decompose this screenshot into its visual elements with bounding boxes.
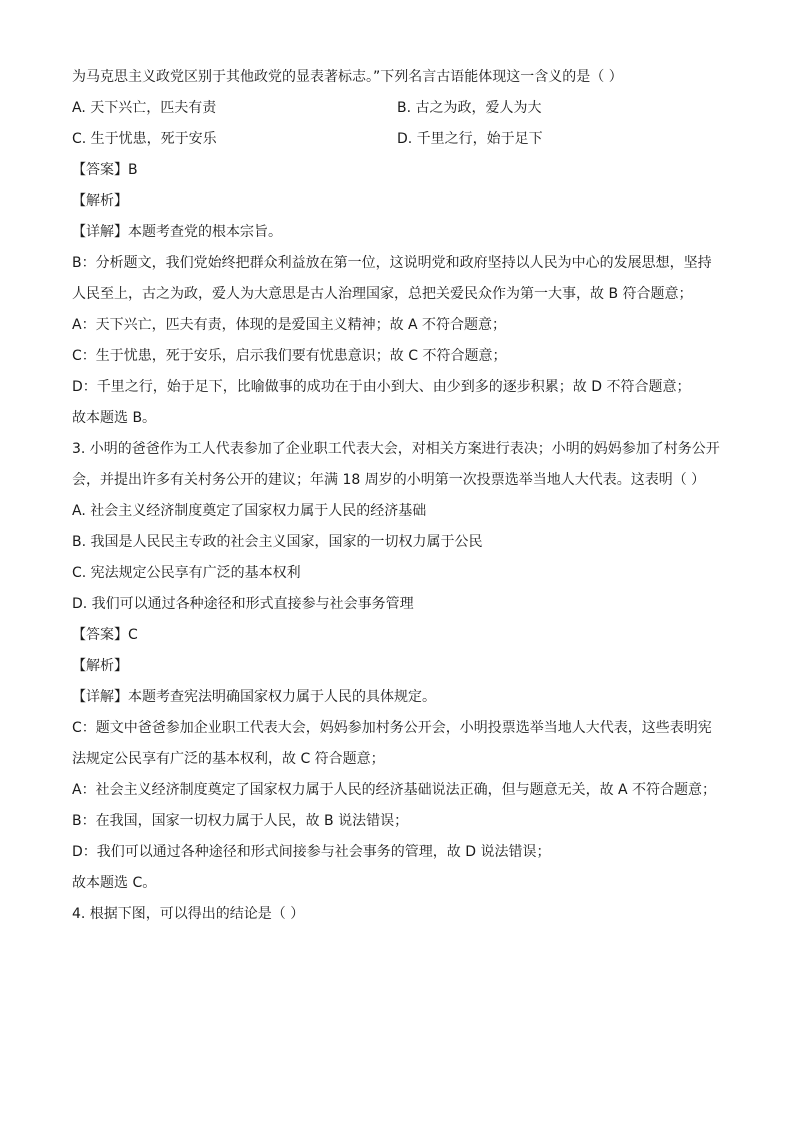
question-2-conclusion: 故本题选 B。 (72, 410, 157, 426)
document-page (72, 62, 732, 930)
question-2-option-c: C. 生于忧患，死于安乐 (72, 131, 217, 147)
question-2-analysis-heading: 【解析】 (72, 193, 128, 209)
question-3-detail: 【详解】本题考查宪法明确国家权力属于人民的具体规定。 (72, 689, 436, 705)
question-3-option-d: D. 我们可以通过各种途径和形式直接参与社会事务管理 (72, 596, 414, 612)
question-2-explanation-a: A：天下兴亡，匹夫有责，体现的是爱国主义精神；故 A 不符合题意； (72, 317, 507, 333)
question-2-explanation-d: D：千里之行，始于足下，比喻做事的成功在于由小到大、由少到多的逐步积累；故 D 不符合题意； (72, 379, 691, 395)
question-3-explanation-d: D：我们可以通过各种途径和形式间接参与社会事务的管理，故 D 说法错误； (72, 844, 551, 860)
question-2-option-d: D. 千里之行，始于足下 (397, 131, 543, 147)
question-3-analysis-heading: 【解析】 (72, 658, 128, 674)
question-2-explanation-b-line-1: B：分析题文，我们党始终把群众利益放在第一位，这说明党和政府坚持以人民为中心的发展思想，坚持 (72, 255, 712, 271)
question-2-answer: 【答案】B (72, 162, 138, 178)
question-3-stem-line-1: 3. 小明的爸爸作为工人代表参加了企业职工代表大会，对相关方案进行表决；小明的妈妈参加了村务公开 (72, 441, 720, 457)
question-2-detail: 【详解】本题考查党的根本宗旨。 (72, 224, 282, 240)
question-3-option-c: C. 宪法规定公民享有广泛的基本权利 (72, 565, 301, 581)
question-3-conclusion: 故本题选 C。 (72, 875, 157, 891)
question-3-explanation-a: A：社会主义经济制度奠定了国家权力属于人民的经济基础说法正确，但与题意无关，故 A 不符合题意； (72, 782, 717, 798)
question-2-explanation-c: C：生于忧患，死于安乐，启示我们要有忧患意识；故 C 不符合题意； (72, 348, 507, 364)
question-2-options-row-2 (72, 124, 732, 155)
question-2-explanation-b-line-2: 人民至上，古之为政，爱人为大意思是古人治理国家，总把关爱民众作为第一大事，故 B 符合题意； (72, 286, 693, 302)
question-2-option-a: A. 天下兴亡，匹夫有责 (72, 100, 217, 116)
question-3-answer: 【答案】C (72, 627, 138, 643)
question-3-explanation-c-line-1: C：题文中爸爸参加企业职工代表大会，妈妈参加村务公开会，小明投票选举当地人大代表，这些表明宪 (72, 720, 712, 736)
question-3-option-a: A. 社会主义经济制度奠定了国家权力属于人民的经济基础 (72, 503, 427, 519)
question-3-stem-line-2: 会，并提出许多有关村务公开的建议；年满 18 周岁的小明第一次投票选举当地人大代表。这表明（ ） (72, 472, 706, 488)
question-3-explanation-c-line-2: 法规定公民享有广泛的基本权利，故 C 符合题意； (72, 751, 385, 767)
question-2-options-row-1 (72, 93, 732, 124)
question-2-option-b: B. 古之为政，爱人为大 (397, 100, 542, 116)
question-4-stem: 4. 根据下图，可以得出的结论是（ ） (72, 906, 305, 922)
question-3-option-b: B. 我国是人民民主专政的社会主义国家，国家的一切权力属于公民 (72, 534, 483, 550)
question-3-explanation-b: B：在我国，国家一切权力属于人民，故 B 说法错误； (72, 813, 409, 829)
question-2-stem-tail: 为马克思主义政党区别于其他政党的显表著标志。”下列名言古语能体现这一含义的是（ ） (72, 69, 623, 85)
